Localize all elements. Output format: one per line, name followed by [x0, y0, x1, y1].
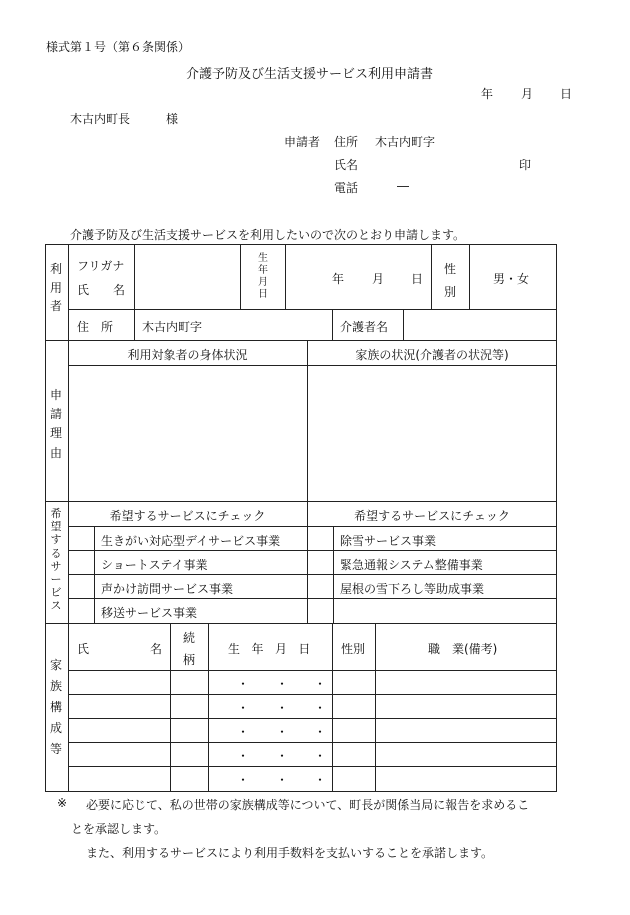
- form-title: 介護予防及び生活支援サービス利用申請書: [186, 67, 434, 82]
- service-checkbox[interactable]: [70, 528, 93, 549]
- family-col-job: 職 業(備考): [428, 642, 498, 656]
- physical-condition-field[interactable]: [70, 367, 306, 499]
- service-checkbox[interactable]: [70, 600, 93, 621]
- birthdate-separator-dot: ・: [237, 773, 250, 787]
- service-item-day-service: 生きがい対応型デイサービス事業: [101, 534, 281, 548]
- service-checkbox[interactable]: [309, 552, 332, 573]
- family-member-row[interactable]: [69, 767, 555, 790]
- applicant-phone-dash: ―: [397, 179, 409, 193]
- service-item-emergency-call: 緊急通報システム整備事業: [340, 558, 483, 572]
- birthdate-separator-dot: ・: [314, 677, 327, 691]
- service-checkbox[interactable]: [70, 576, 93, 597]
- service-item-snow-removal: 除雪サービス事業: [340, 534, 437, 548]
- birthdate-separator-dot: ・: [276, 725, 289, 739]
- birth-month: 月: [372, 272, 385, 286]
- note-line-3: また、利用するサービスにより利用手数料を支払いすることを承諾します。: [86, 846, 494, 860]
- family-member-row[interactable]: [69, 695, 555, 718]
- birth-day: 日: [411, 272, 424, 286]
- family-member-row[interactable]: [69, 671, 555, 694]
- family-col-birth: 生 年 月 日: [228, 642, 311, 656]
- intro-text: 介護予防及び生活支援サービスを利用したいので次のとおり申請します。: [70, 228, 466, 242]
- addressee: 木古内町長 様: [70, 112, 179, 126]
- note-line-2: とを承認します。: [71, 822, 167, 836]
- family-condition-header: 家族の状況(介護者の状況等): [355, 348, 509, 362]
- birthdate-separator-dot: ・: [237, 677, 250, 691]
- service-checkbox[interactable]: [309, 528, 332, 549]
- family-col-name-1: 氏: [77, 642, 90, 656]
- service-left-header: 希望するサービスにチェック: [109, 509, 266, 523]
- birthdate-separator-dot: ・: [276, 749, 289, 763]
- service-item-visit-call: 声かけ訪問サービス事業: [101, 582, 234, 596]
- service-item-transport: 移送サービス事業: [101, 606, 198, 620]
- birthdate-separator-dot: ・: [314, 773, 327, 787]
- birth-year: 年: [332, 272, 345, 286]
- family-condition-field[interactable]: [309, 367, 555, 499]
- applicant-address-value: 木古内町字: [375, 135, 436, 149]
- date-month: 月: [521, 87, 534, 101]
- family-member-row[interactable]: [69, 719, 555, 742]
- birthdate-separator-dot: ・: [314, 725, 327, 739]
- applicant-phone-label: 電話: [334, 181, 359, 195]
- sex-value: 男・女: [493, 272, 530, 286]
- applicant-name-label: 氏名: [334, 158, 359, 172]
- service-side-label: 希 望 す る サ ー ビ ス: [50, 507, 62, 613]
- reason-side-label: 申 請 理 由: [49, 388, 62, 460]
- date-year: 年: [481, 87, 494, 101]
- service-checkbox[interactable]: [70, 552, 93, 573]
- user-address-label: 住 所: [77, 320, 114, 334]
- birthdate-separator-dot: ・: [237, 749, 250, 763]
- birthdate-separator-dot: ・: [314, 749, 327, 763]
- user-address-value: 木古内町字: [142, 320, 203, 334]
- birthdate-separator-dot: ・: [276, 677, 289, 691]
- birthdate-separator-dot: ・: [276, 773, 289, 787]
- family-side-label: 家 族 構 成 等: [49, 658, 62, 756]
- birthdate-label: 生 年 月 日: [258, 253, 268, 300]
- service-item-short-stay: ショートステイ事業: [101, 558, 208, 572]
- family-col-sex: 性別: [341, 642, 366, 656]
- note-mark: ※: [57, 796, 68, 810]
- family-col-name-2: 名: [150, 642, 163, 656]
- user-name-label: 氏 名: [77, 283, 126, 297]
- note-line-1: 必要に応じて、私の世帯の家族構成等について、町長が関係当局に報告を求めるこ: [86, 798, 530, 812]
- date-day: 日: [560, 87, 573, 101]
- form-number: 様式第１号（第６条関係）: [46, 40, 191, 54]
- family-member-row[interactable]: [69, 743, 555, 766]
- physical-condition-header: 利用対象者の身体状況: [127, 348, 248, 362]
- birthdate-separator-dot: ・: [276, 701, 289, 715]
- family-col-relation: 続 柄: [182, 631, 195, 667]
- birthdate-separator-dot: ・: [237, 701, 250, 715]
- applicant-label: 申請者: [284, 135, 321, 149]
- sex-label: 性 別: [443, 262, 456, 299]
- service-checkbox[interactable]: [309, 576, 332, 597]
- caregiver-name-label: 介護者名: [340, 320, 389, 334]
- service-checkbox[interactable]: [309, 600, 332, 621]
- service-item-roof-snow: 屋根の雪下ろし等助成事業: [340, 582, 485, 596]
- birthdate-separator-dot: ・: [314, 701, 327, 715]
- birthdate-separator-dot: ・: [237, 725, 250, 739]
- applicant-seal: 印: [519, 158, 532, 172]
- applicant-address-label: 住所: [334, 135, 359, 149]
- user-side-label: 利 用 者: [49, 262, 62, 314]
- furigana-label: フリガナ: [77, 259, 125, 273]
- service-right-header: 希望するサービスにチェック: [354, 509, 510, 523]
